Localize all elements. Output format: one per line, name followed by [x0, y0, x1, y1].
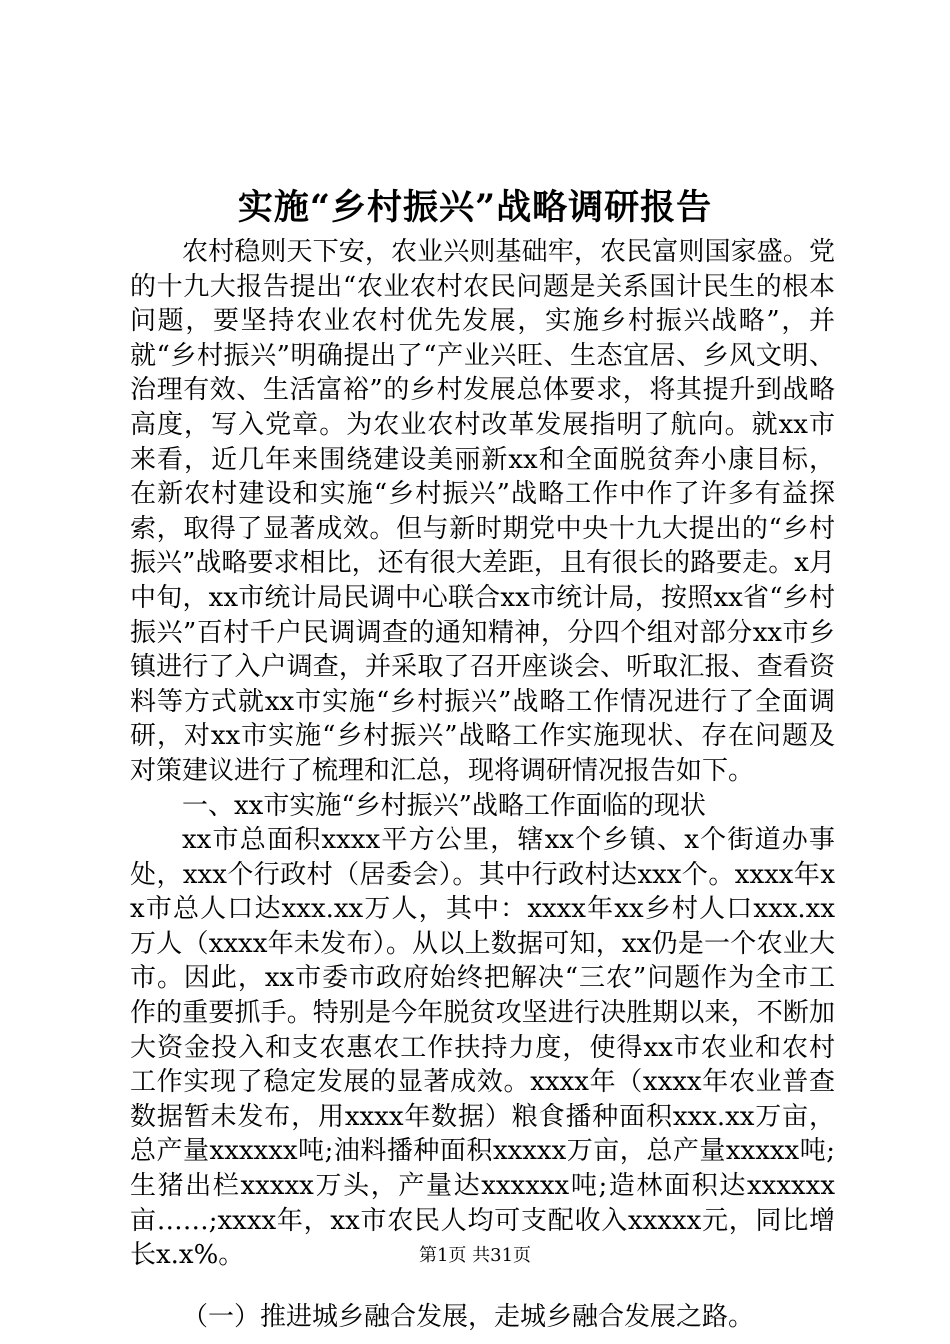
document-title: 实施“乡村振兴”战略调研报告 [237, 187, 713, 228]
sub-heading: （一）推进城乡融合发展，走城乡融合发展之路。 [182, 1301, 755, 1332]
status-paragraph: xx市总面积xxxx平方公里，辖xx个乡镇、x个街道办事处，xxx个行政村（居委会）。其中行政村达xxx个。xxxx年xx市总人口达xxx.xx万人，其中：xxxx年xx乡村人口xxx.xx万人（xxxx年未发布）。从以上数据可知，xx仍是一个农业大市。因此，xx市委市政府始终把解决“三农”问题作为全市工作的重要抓手。特别是今年脱贫攻坚进行决胜期以来，不断加大资金投入和支农惠农工作扶持力度，使得xx市农业和农村工作实现了稳定发展的显著成效。xxxx年（xxxx年农业普查数据暂未发布，用xxxx年数据）粮食播种面积xxx.xx万亩，总产量xxxxxx吨;油料播种面积xxxxx万亩，总产量xxxxx吨;生猪出栏xxxxx万头，产量达xxxxxx吨;造林面积达xxxxxx亩……;xxxx年，xx市农民人均可支配收入xxxxx元，同比增长x.x%。 [130, 825, 835, 1271]
page-footer: 第1页 共31页 [418, 1245, 532, 1266]
intro-paragraph: 农村稳则天下安，农业兴则基础牢，农民富则国家盛。党的十九大报告提出“农业农村农民问题是关系国计民生的根本问题，要坚持农业农村优先发展，实施乡村振兴战略”，并就“乡村振兴”明确提出了“产业兴旺、生态宜居、乡风文明、治理有效、生活富裕”的乡村发展总体要求，将其提升到战略高度，写入党章。为农业农村改革发展指明了航向。就xx市来看，近几年来围绕建设美丽新xx和全面脱贫奔小康目标，在新农村建设和实施“乡村振兴”战略工作中作了许多有益探索，取得了显著成效。但与新时期党中央十九大提出的“乡村振兴”战略要求相比，还有很大差距，且有很长的路要走。x月中旬，xx市统计局民调中心联合xx市统计局，按照xx省“乡村振兴”百村千户民调调查的通知精神，分四个组对部分xx市乡镇进行了入户调查，并采取了召开座谈会、听取汇报、查看资料等方式就xx市实施“乡村振兴”战略工作情况进行了全面调研，对xx市实施“乡村振兴”战略工作实施现状、存在问题及对策建议进行了梳理和汇总，现将调研情况报告如下。 [130, 237, 835, 786]
document-body [130, 235, 835, 1334]
section-heading: 一、xx市实施“乡村振兴”战略工作面临的现状 [182, 790, 706, 821]
